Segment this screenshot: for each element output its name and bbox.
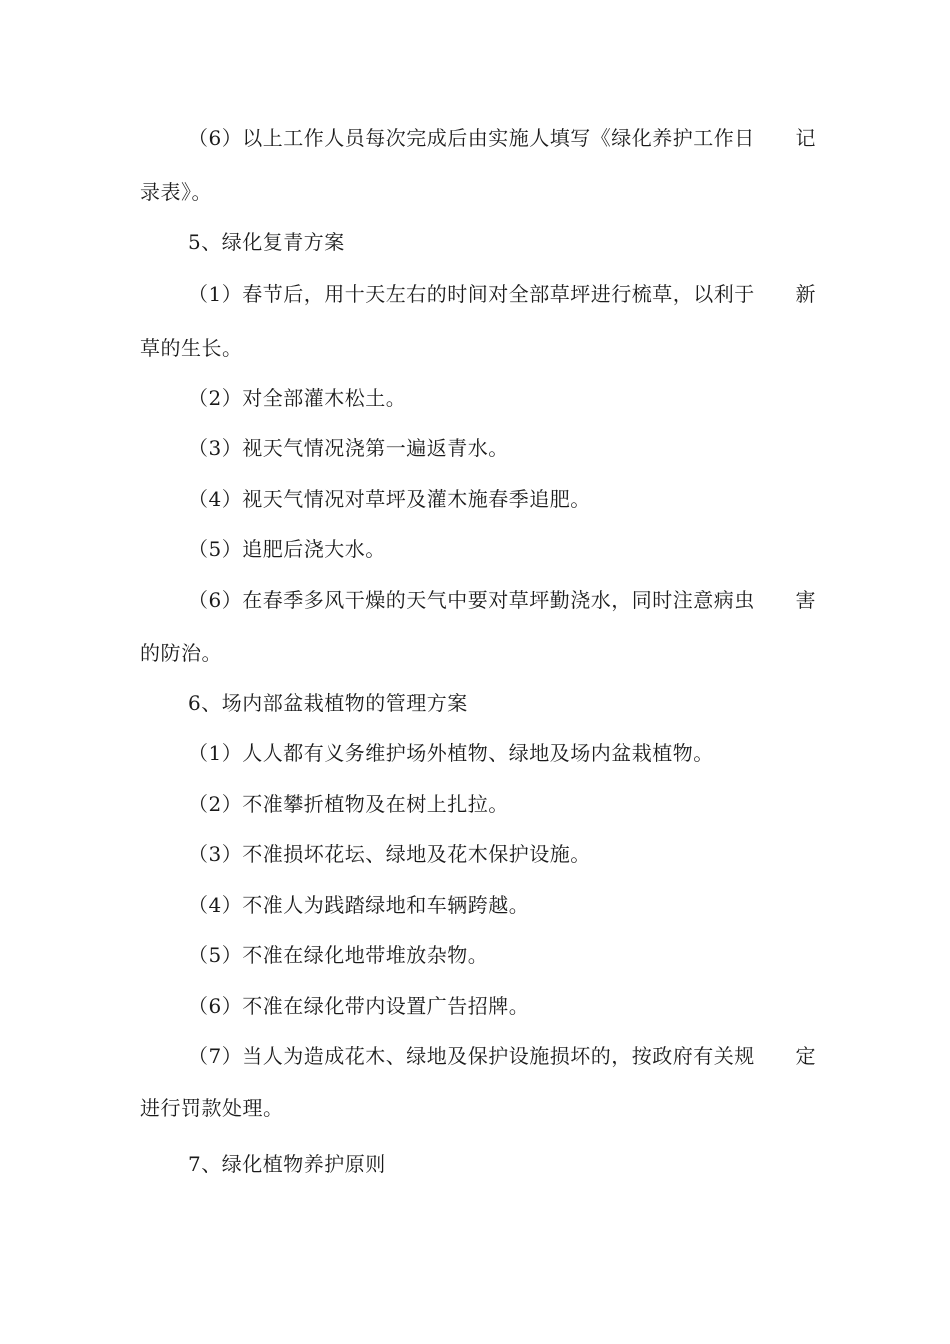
paragraph-line: （3）不准损坏花坛、绿地及花木保护设施。: [188, 842, 591, 866]
paragraph-line: 的防治。: [140, 641, 222, 665]
paragraph-line: （6）不准在绿化带内设置广告招牌。: [188, 994, 530, 1018]
section-heading: 6、场内部盆栽植物的管理方案: [188, 691, 468, 715]
paragraph-line: （5）追肥后浇大水。: [188, 537, 386, 561]
line-text: （6）以上工作人员每次完成后由实施人填写《绿化养护工作日: [188, 126, 755, 150]
paragraph-line: [188, 586, 816, 614]
paragraph-line: [188, 280, 816, 308]
line-text-end: 定: [795, 1044, 816, 1068]
section-heading: 5、绿化复青方案: [188, 230, 345, 254]
paragraph-line: [188, 1042, 816, 1070]
paragraph-line: （5）不准在绿化地带堆放杂物。: [188, 943, 489, 967]
paragraph-line: 草的生长。: [140, 336, 243, 360]
line-text: （6）在春季多风干燥的天气中要对草坪勤浇水，同时注意病虫: [188, 588, 755, 612]
paragraph-line: （2）不准攀折植物及在树上扎拉。: [188, 792, 509, 816]
paragraph-line: 进行罚款处理。: [140, 1096, 284, 1120]
paragraph-line: （3）视天气情况浇第一遍返青水。: [188, 436, 509, 460]
paragraph-line: [188, 124, 816, 152]
line-text-end: 新: [795, 282, 816, 306]
paragraph-line: 录表》。: [140, 180, 212, 204]
line-text-end: 记: [795, 126, 816, 150]
line-text-end: 害: [795, 588, 816, 612]
paragraph-line: （4）不准人为践踏绿地和车辆跨越。: [188, 893, 530, 917]
paragraph-line: （2）对全部灌木松土。: [188, 386, 407, 410]
paragraph-line: （1）人人都有义务维护场外植物、绿地及场内盆栽植物。: [188, 741, 714, 765]
paragraph-line: （4）视天气情况对草坪及灌木施春季追肥。: [188, 487, 591, 511]
line-text: （7）当人为造成花木、绿地及保护设施损坏的，按政府有关规: [188, 1044, 755, 1068]
line-text: （1）春节后，用十天左右的时间对全部草坪进行梳草，以利于: [188, 282, 755, 306]
section-heading: 7、绿化植物养护原则: [188, 1152, 386, 1176]
